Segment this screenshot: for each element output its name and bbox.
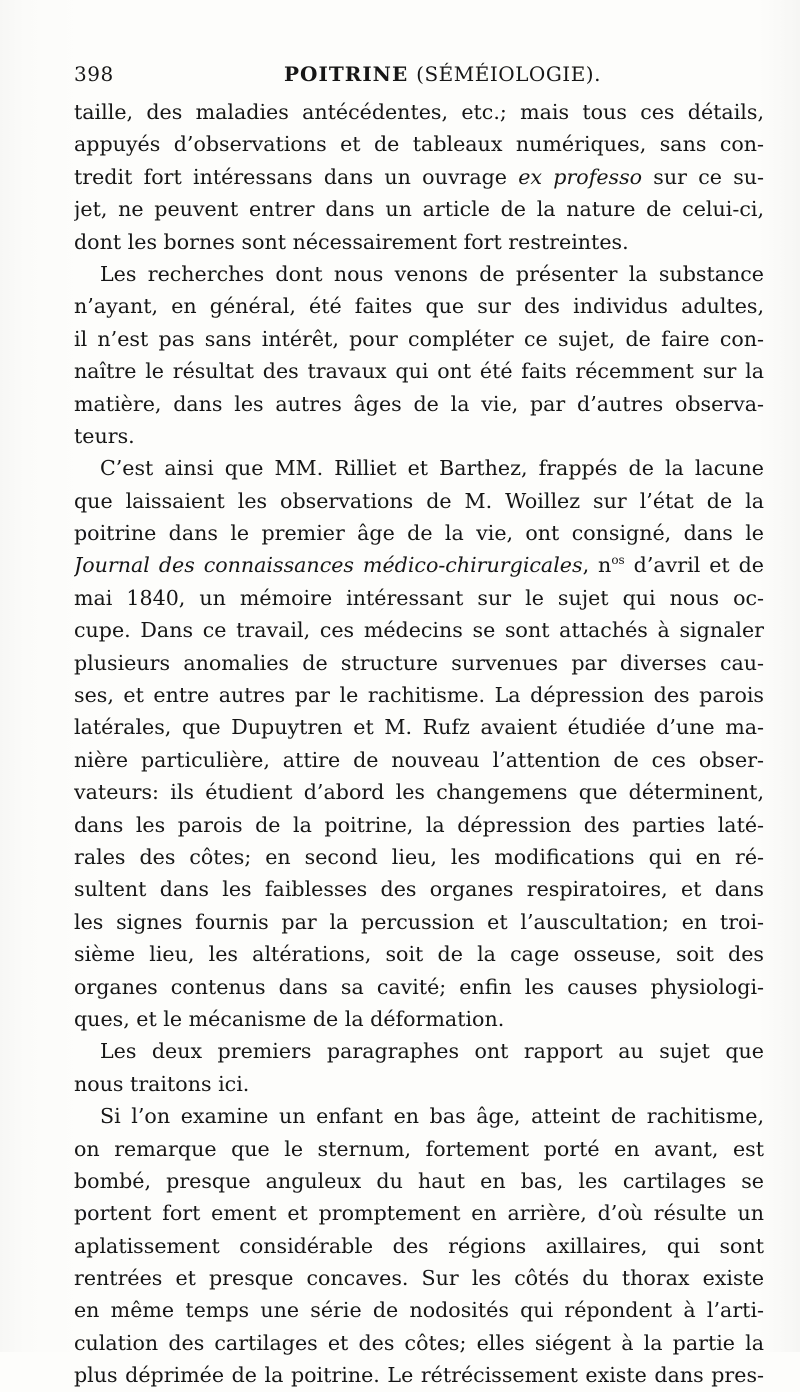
text-line: Les deux premiers paragraphes ont rapport au sujet que — [100, 1039, 764, 1064]
page-number: 398 — [74, 62, 114, 86]
text-line: portent fort ement et promptement en arrière, d’où résulte un — [74, 1201, 764, 1226]
text-line: taille, des maladies antécédentes, etc.; mais tous ces détails, — [74, 100, 764, 124]
text-line: poitrine dans le premier âge de la vie, ont consigné, dans le — [74, 521, 764, 546]
page-header — [74, 62, 752, 92]
text-line: ques, et le mécanisme de la déformation. — [74, 1006, 505, 1031]
text-line: culation des cartilages et des côtes; elles siégent à la partie la — [74, 1330, 764, 1355]
text-line: dont les bornes sont nécessairement fort restreintes. — [74, 229, 629, 254]
text-line: bombé, presque anguleux du haut en bas, les cartilages se — [74, 1168, 764, 1193]
text-line: dans les parois de la poitrine, la dépression des parties laté- — [74, 812, 764, 837]
text-line: en même temps une série de nodosités qui répondent à l’arti- — [74, 1298, 764, 1323]
text-line: nière particulière, attire de nouveau l’attention de ces obser- — [74, 747, 764, 772]
text-line: organes contenus dans sa cavité; enfin les causes physiologi- — [74, 974, 764, 999]
text-line: que laissaient les observations de M. Woillez sur l’état de la — [74, 488, 764, 513]
running-head — [284, 62, 601, 86]
text-line: nous traitons ici. — [74, 1071, 250, 1096]
text-line: teurs. — [74, 423, 135, 448]
text-line: rentrées et presque concaves. Sur les côtés du thorax existe — [74, 1266, 764, 1291]
text-line: appuyés d’observations et de tableaux numériques, sans con- — [74, 132, 764, 157]
text-line: mai 1840, un mémoire intéressant sur le sujet qui nous oc- — [74, 585, 764, 610]
text-line: matière, dans les autres âges de la vie, par d’autres observa- — [74, 391, 764, 416]
text-span: sur ce su- — [642, 164, 764, 189]
text-line: plus déprimée de la poitrine. Le rétrécissement existe dans pres- — [74, 1363, 764, 1388]
running-head-title: POITRINE — [284, 62, 409, 86]
text-line: naître le résultat des travaux qui ont été faits récemment sur la — [74, 359, 764, 384]
superscript: os — [611, 553, 625, 568]
text-line — [74, 549, 764, 581]
text-line: les signes fournis par la percussion et l’auscultation; en troi- — [74, 909, 764, 934]
body-text — [74, 96, 764, 1392]
text-line: C’est ainsi que MM. Rilliet et Barthez, frappés de la lacune — [100, 456, 764, 481]
text-span: , n — [582, 553, 612, 578]
text-line: n’ayant, en général, été faites que sur des individus adultes, — [74, 294, 764, 319]
text-line: il n’est pas sans intérêt, pour compléter ce sujet, de faire con- — [74, 326, 764, 351]
text-line: on remarque que le sternum, fortement porté en avant, est — [74, 1136, 764, 1161]
text-line: ses, et entre autres par le rachitisme. La dépression des parois — [74, 683, 764, 708]
text-line: vateurs: ils étudient d’abord les changemens que déterminent, — [74, 780, 764, 805]
text-span: tredit fort intéressans dans un ouvrage — [74, 164, 519, 189]
text-line: cupe. Dans ce travail, ces médecins se sont attachés à signaler — [74, 618, 764, 643]
text-span: d’avril et de — [624, 553, 764, 578]
text-line: rales des côtes; en second lieu, les modifications qui en ré- — [74, 844, 764, 869]
journal-title: Journal des connaissances médico-chirurgicales — [74, 553, 583, 578]
text-line: latérales, que Dupuytren et M. Rufz avaient étudiée d’une ma- — [74, 715, 764, 740]
text-line: Les recherches dont nous venons de présenter la substance — [100, 261, 764, 286]
text-line: aplatissement considérable des régions axillaires, qui sont — [74, 1233, 764, 1258]
text-line: sultent dans les faiblesses des organes respiratoires, et dans — [74, 877, 764, 902]
text-line: Si l’on examine un enfant en bas âge, atteint de rachitisme, — [100, 1104, 764, 1129]
running-head-subtitle: (SÉMÉIOLOGIE). — [416, 62, 601, 86]
text-line: jet, ne peuvent entrer dans un article de la nature de celui-ci, — [74, 197, 764, 222]
text-line — [74, 161, 764, 193]
text-line: plusieurs anomalies de structure survenues par diverses cau- — [74, 650, 764, 675]
italic-term: ex professo — [518, 164, 643, 189]
text-line: sième lieu, les altérations, soit de la cage osseuse, soit des — [74, 942, 764, 967]
